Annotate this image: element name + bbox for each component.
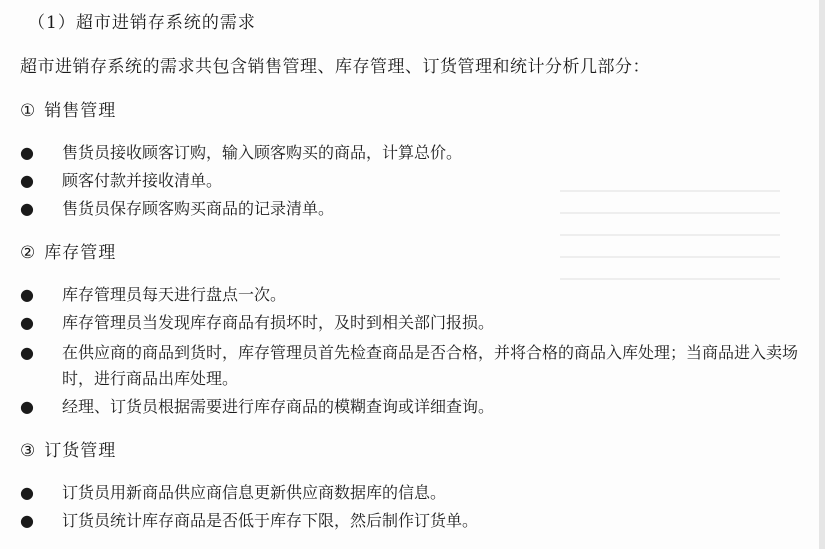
list-item: [20, 168, 810, 194]
section-heading: （1）超市进销存系统的需求: [28, 13, 256, 33]
list-item: [20, 196, 810, 222]
section-title-text: 库存管理: [44, 243, 117, 263]
list-item-text: 订货员用新商品供应商信息更新供应商数据库的信息。: [62, 483, 447, 502]
list-item-text: 售货员保存顾客购买商品的记录清单。: [62, 199, 335, 218]
list-item-text: 顾客付款并接收清单。: [62, 171, 223, 190]
list-item-text: 订货员统计库存商品是否低于库存下限，然后制作订货单。: [62, 511, 479, 530]
bullet-icon: ●: [20, 313, 34, 332]
list-item-text: 在供应商的商品到货时，库存管理员首先检查商品是否合格，并将合格的商品入库处理；当商品进入卖场时，进行商品出库处理。: [62, 343, 799, 388]
bullet-icon: ●: [20, 397, 34, 416]
list-item: [20, 340, 810, 392]
bullet-icon: ●: [20, 483, 34, 502]
section-title-text: 订货管理: [44, 441, 117, 461]
bullet-icon: ●: [20, 171, 34, 190]
list-item: [20, 480, 810, 506]
list-item-text: 售货员接收顾客订购，输入顾客购买的商品，计算总价。: [62, 143, 463, 162]
section-number: ①: [20, 101, 37, 121]
section-number: ③: [20, 441, 37, 461]
list-item-text: 经理、订货员根据需要进行库存商品的模糊查询或详细查询。: [62, 397, 495, 416]
bullet-icon: ●: [20, 343, 34, 362]
list-item-text: 库存管理员当发现库存商品有损坏时，及时到相关部门报损。: [62, 313, 495, 332]
list-item: [20, 282, 810, 308]
section-title-sales: [20, 96, 116, 121]
bullet-icon: ●: [20, 199, 34, 218]
list-item: [20, 394, 810, 420]
list-item: [20, 310, 810, 336]
bullet-icon: ●: [20, 143, 34, 162]
section-title-text: 销售管理: [44, 101, 117, 121]
page-edge: [819, 0, 825, 549]
section-number: ②: [20, 243, 37, 263]
bullet-icon: ●: [20, 285, 34, 304]
section-title-inventory: [20, 238, 116, 263]
section-title-ordering: [20, 436, 116, 461]
intro-paragraph: 超市进销存系统的需求共包含销售管理、库存管理、订货管理和统计分析几部分：: [20, 57, 650, 77]
bullet-icon: ●: [20, 511, 34, 530]
list-item-text: 库存管理员每天进行盘点一次。: [62, 285, 287, 304]
list-item: [20, 140, 810, 166]
list-item: [20, 508, 810, 534]
